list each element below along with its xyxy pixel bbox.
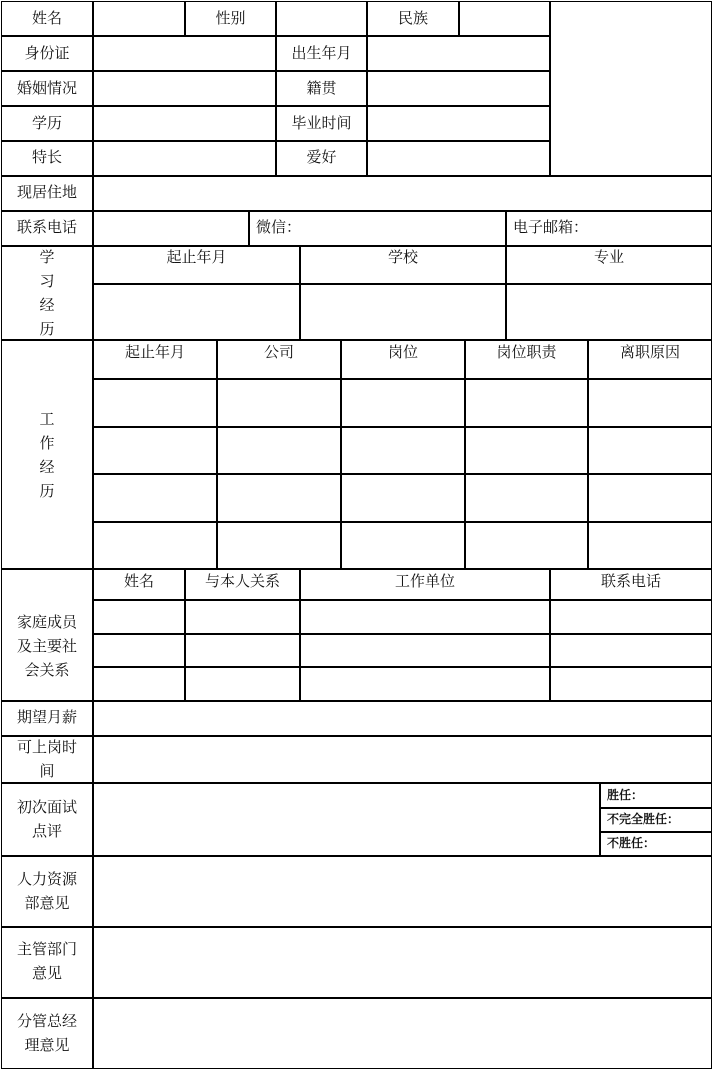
education-history-label: 学 习 经 历 <box>39 248 55 338</box>
graduation-field[interactable] <box>367 106 550 141</box>
marital-label: 婚姻情况 <box>16 79 77 97</box>
work-row-3-reason[interactable] <box>588 474 712 522</box>
interview-comment-field[interactable] <box>93 783 600 856</box>
family-col-employer-label: 工作单位 <box>394 572 455 590</box>
edu-school-field[interactable] <box>300 284 506 340</box>
family-label: 家庭成员 及主要社 会关系 <box>16 613 77 679</box>
dept-opinion-field[interactable] <box>93 927 712 998</box>
work-col-period-label: 起止年月 <box>124 343 185 361</box>
dept-label: 主管部门 意见 <box>16 940 77 982</box>
birth-label: 出生年月 <box>291 44 352 62</box>
work-col-reason-label: 离职原因 <box>619 343 680 361</box>
hr-label: 人力资源 部意见 <box>16 870 77 912</box>
work-row-4-position[interactable] <box>341 522 465 569</box>
id-card-label: 身份证 <box>24 44 70 62</box>
family-row-3-relation[interactable] <box>185 667 300 701</box>
interview-label: 初次面试 点评 <box>16 798 77 840</box>
id-card-field[interactable] <box>93 36 276 71</box>
work-row-4-duties[interactable] <box>465 522 588 569</box>
work-history-label: 工 作 经 历 <box>39 410 55 500</box>
work-col-duties-label: 岗位职责 <box>496 343 557 361</box>
interview-option-not-competent-label: 不胜任： <box>607 836 656 850</box>
family-row-2-phone[interactable] <box>550 634 712 667</box>
photo-box[interactable] <box>550 1 712 176</box>
work-row-2-duties[interactable] <box>465 427 588 474</box>
work-row-4-reason[interactable] <box>588 522 712 569</box>
family-row-1-employer[interactable] <box>300 600 550 634</box>
edu-col-school-label: 学校 <box>387 248 418 266</box>
family-col-phone-label: 联系电话 <box>600 572 661 590</box>
edu-col-period-label: 起止年月 <box>166 248 227 266</box>
hobby-label: 爱好 <box>306 148 337 166</box>
phone-field[interactable] <box>93 211 249 246</box>
marital-field[interactable] <box>93 71 276 106</box>
edu-col-major-label: 专业 <box>593 248 624 266</box>
work-row-2-position[interactable] <box>341 427 465 474</box>
family-row-3-name[interactable] <box>93 667 185 701</box>
work-row-1-period[interactable] <box>93 379 217 427</box>
work-row-1-reason[interactable] <box>588 379 712 427</box>
gm-label: 分管总经 理意见 <box>16 1012 77 1054</box>
work-row-3-period[interactable] <box>93 474 217 522</box>
education-field[interactable] <box>93 106 276 141</box>
family-row-2-relation[interactable] <box>185 634 300 667</box>
family-col-name-label: 姓名 <box>123 572 154 590</box>
phone-label: 联系电话 <box>16 218 77 236</box>
ethnicity-label: 民族 <box>397 9 428 27</box>
family-row-1-relation[interactable] <box>185 600 300 634</box>
wechat-label: 微信： <box>256 218 302 236</box>
gm-opinion-field[interactable] <box>93 998 712 1069</box>
edu-period-field[interactable] <box>93 284 300 340</box>
work-row-2-company[interactable] <box>217 427 341 474</box>
ethnicity-field[interactable] <box>459 1 550 36</box>
address-label: 现居住地 <box>16 183 77 201</box>
interview-option-competent-label: 胜任： <box>607 788 644 802</box>
family-row-3-phone[interactable] <box>550 667 712 701</box>
family-row-2-employer[interactable] <box>300 634 550 667</box>
email-label: 电子邮箱： <box>513 218 589 236</box>
gender-field[interactable] <box>276 1 367 36</box>
native-place-label: 籍贯 <box>306 79 337 97</box>
family-row-1-phone[interactable] <box>550 600 712 634</box>
work-row-2-reason[interactable] <box>588 427 712 474</box>
native-place-field[interactable] <box>367 71 550 106</box>
specialty-field[interactable] <box>93 141 276 176</box>
work-row-4-period[interactable] <box>93 522 217 569</box>
work-row-4-company[interactable] <box>217 522 341 569</box>
hr-opinion-field[interactable] <box>93 856 712 927</box>
start-time-label: 可上岗时 间 <box>16 738 77 780</box>
work-row-3-duties[interactable] <box>465 474 588 522</box>
specialty-label: 特长 <box>31 148 62 166</box>
work-row-3-company[interactable] <box>217 474 341 522</box>
salary-label: 期望月薪 <box>16 708 77 726</box>
family-col-relation-label: 与本人关系 <box>204 572 280 590</box>
work-row-1-company[interactable] <box>217 379 341 427</box>
work-col-position-label: 岗位 <box>387 343 418 361</box>
family-row-3-employer[interactable] <box>300 667 550 701</box>
hobby-field[interactable] <box>367 141 550 176</box>
interview-option-partial-label: 不完全胜任： <box>607 812 680 826</box>
work-row-1-position[interactable] <box>341 379 465 427</box>
education-label: 学历 <box>31 114 62 132</box>
family-row-2-name[interactable] <box>93 634 185 667</box>
graduation-label: 毕业时间 <box>291 114 352 132</box>
birth-field[interactable] <box>367 36 550 71</box>
work-row-2-period[interactable] <box>93 427 217 474</box>
address-field[interactable] <box>93 176 712 211</box>
gender-label: 性别 <box>215 9 246 27</box>
edu-major-field[interactable] <box>506 284 712 340</box>
salary-field[interactable] <box>93 701 712 736</box>
name-label: 姓名 <box>31 9 62 27</box>
work-row-1-duties[interactable] <box>465 379 588 427</box>
start-time-field[interactable] <box>93 736 712 783</box>
family-row-1-name[interactable] <box>93 600 185 634</box>
name-field[interactable] <box>93 1 185 36</box>
work-col-company-label: 公司 <box>263 343 294 361</box>
work-row-3-position[interactable] <box>341 474 465 522</box>
